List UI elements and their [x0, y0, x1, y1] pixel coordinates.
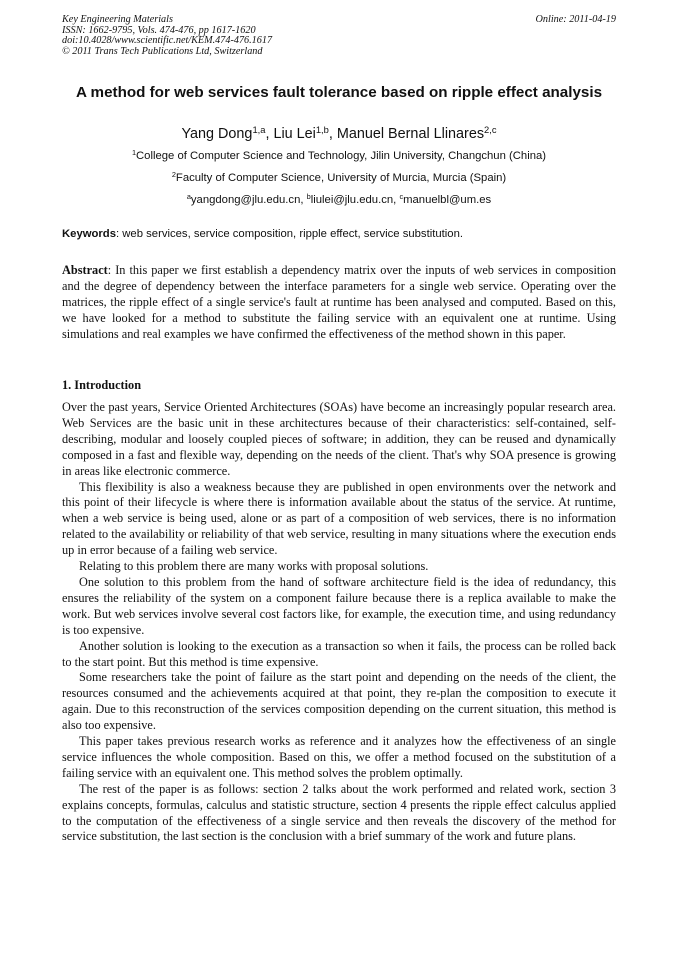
email-address: yangdong@jlu.edu.cn: [190, 194, 301, 206]
section-heading: 1. Introduction: [62, 378, 142, 392]
abstract: [62, 263, 616, 343]
paragraph: Some researchers take the point of failure as the start point and depending on the needs of the client, the resources consumed and the achievements acquired at that point, they re-plan the composition to execute it again. Due to this reconstruction of the services composition depending on the current situation, this method is also too expensive.: [62, 670, 616, 733]
paragraph: Over the past years, Service Oriented Architectures (SOAs) have become an increasingly popular research area. Web Services are the basic unit in these architectures because of their characteristics: self-contained, self-describing, modular and loosely coupled pieces of software; in addition, they can be reused and dynamically composed in a fast and flexible way, depending on the needs of the client. That's why SOA presence is growing in areas like electronic commerce.: [62, 400, 616, 478]
affiliation-text: Faculty of Computer Science, University of Murcia, Murcia (Spain): [175, 172, 507, 184]
email-line: $^a$yangdong@jlu.edu.cn, $^b$liulei@jlu.edu.cn, $^c$manuelbl@um.es: [186, 191, 492, 206]
copyright-line: © 2011 Trans Tech Publications Ltd, Switzerland: [62, 45, 263, 57]
paragraph: This paper takes previous research works as reference and it analyzes how the effectiveness of an single service influences the whole composition. Based on this, we offer a method focused on the substitution of a failing service with an equivalent one. This method solves the problem optimally.: [62, 734, 616, 780]
abstract-label: Abstract: [62, 263, 108, 277]
affiliation-sup: 2: [171, 169, 176, 179]
paragraph: Relating to this problem there are many works with proposal solutions.: [79, 559, 429, 574]
journal-name: Key Engineering Materials: [62, 14, 173, 25]
issn-line: ISSN: 1662-9795, Vols. 474-476, pp 1617-1620: [62, 24, 256, 36]
affiliation-2: [62, 171, 616, 186]
abstract-text: : In this paper we first establish a dependency matrix over the inputs of web services in composition and the degree of dependency between the interface parameters for a single web service. Operating over the matrices, the ripple effect of a single service's fault at runtime has been analysed and computed. Based on this, we have looked for a method to substitute the failing service with an equivalent one at runtime. Using simulations and real examples we have confirmed the effectiveness of the method shown in this paper.: [62, 263, 616, 341]
email-sup: b: [306, 191, 311, 201]
author-sup: 1,a: [252, 124, 266, 135]
affiliation-sup: 1: [131, 147, 137, 157]
email-address: manuelbl@um.es: [403, 194, 492, 206]
email-sup: c: [399, 191, 404, 201]
author-sup: 2,c: [484, 124, 497, 135]
affiliation-1: [62, 149, 616, 164]
keywords-text: : web services, service composition, ripple effect, service substitution.: [116, 228, 464, 240]
email-sup: a: [186, 191, 191, 201]
author-name: Yang Dong: [181, 126, 253, 142]
paragraph: Another solution is looking to the execution as a transaction so when it fails, the process can be rolled back to the start point. But this method is time expensive.: [62, 638, 616, 669]
author-name: Liu Lei: [273, 126, 316, 142]
introduction-body: [62, 400, 616, 845]
author-name: Manuel Bernal Llinares: [336, 126, 485, 142]
paragraph: The rest of the paper is as follows: section 2 talks about the work performed and related work, section 3 explains concepts, formulas, calculus and statistic structure, section 4 presents the ripple effect calculus applied to the computation of the effectiveness of a single service and then reveals the discovery of the method for service substitution, the last section is the conclusion with a brief summary of the work and future plans.: [62, 781, 616, 844]
affiliation-text: College of Computer Science and Technology, Jilin University, Changchun (China): [136, 150, 547, 162]
doi-line: doi:10.4028/www.scientific.net/KEM.474-476.1617: [62, 35, 273, 47]
keywords-label: Keywords: [62, 228, 116, 240]
paragraph: This flexibility is also a weakness because they are published in open environments over the network and this point of their lifecycle is where there is information available about the status of the service. At runtime, when a web service is being used, alone or as part of a composition of web services, there is no information related to the availability or reliability of that web service, resulting in many situations where the execution ends up in error because of a failing web service.: [62, 479, 616, 558]
author-sup: 1,b: [315, 124, 329, 135]
keywords: [62, 227, 463, 241]
paper-title: A method for web services fault tolerance based on ripple effect analysis: [75, 84, 603, 101]
email-address: liulei@jlu.edu.cn: [310, 194, 394, 206]
paragraph: One solution to this problem from the hand of software architecture field is the idea of redundancy, this ensures the reliability of the system on a component failure because there is a replica available to make the work. But web services involve several cost factors like, for example, the execution time, and using redundancy is too expensive.: [62, 574, 616, 637]
journal-header: [62, 15, 272, 57]
online-date: Online: 2011-04-19: [535, 14, 616, 25]
author-list: Yang Dong$^{1,a}$, Liu Lei$^{1,b}$, Manuel Bernal Llinares$^{2,c}$: [181, 124, 497, 142]
